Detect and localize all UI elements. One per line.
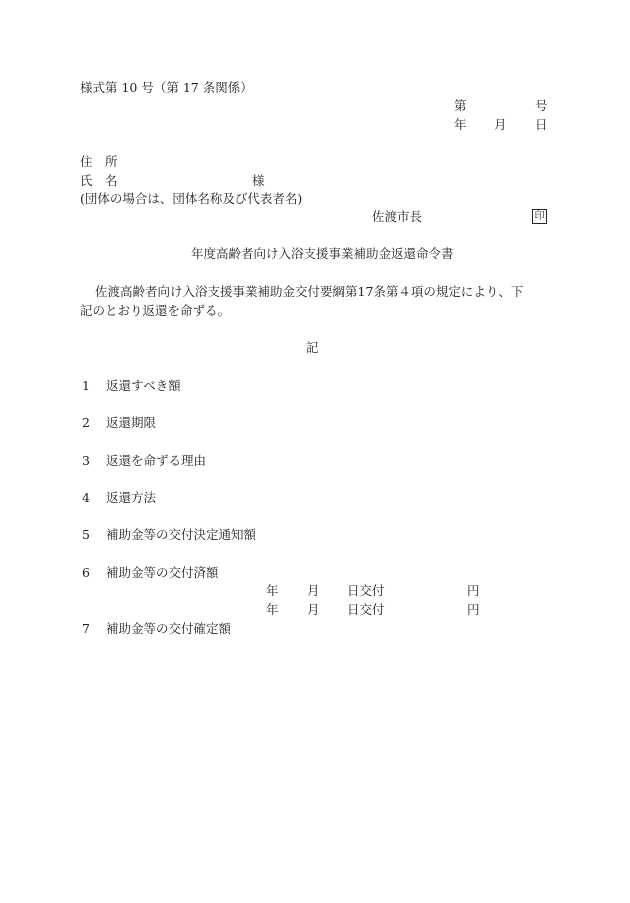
address-label: 住 所 — [80, 154, 118, 169]
item-number: 1 — [82, 378, 90, 393]
ki-heading: 記 — [306, 340, 319, 355]
item-number: 6 — [82, 565, 90, 580]
form-number: 様式第 10 号（第 17 条関係） — [80, 80, 253, 95]
payment-year: 年 — [266, 583, 279, 598]
doc-number-prefix: 第 — [454, 98, 467, 113]
payment-day: 日交付 — [347, 602, 385, 617]
body-line-1: 佐渡高齢者向け入浴支援事業補助金交付要綱第17条第４項の規定により、下 — [95, 284, 524, 299]
body-line-2: 記のとおり返還を命ずる。 — [80, 303, 231, 318]
item-label: 補助金等の交付済額 — [106, 565, 219, 580]
document-title: 年度高齢者向け入浴支援事業補助金返還命令書 — [191, 246, 454, 261]
payment-month: 月 — [307, 602, 320, 617]
item-label: 返還すべき額 — [106, 378, 181, 393]
item-number: 5 — [82, 527, 90, 542]
organization-note: (団体の場合は、団体名称及び代表者名) — [80, 191, 303, 206]
payment-day: 日交付 — [347, 583, 385, 598]
date-month: 月 — [494, 117, 507, 132]
item-number: 4 — [82, 490, 90, 505]
payment-year: 年 — [266, 602, 279, 617]
item-label: 返還期限 — [106, 415, 157, 430]
item-number: 3 — [82, 453, 90, 468]
item-label: 補助金等の交付決定通知額 — [106, 527, 257, 542]
name-label: 氏 名 — [80, 173, 118, 188]
item-label: 補助金等の交付確定額 — [106, 621, 232, 636]
honorific: 様 — [252, 173, 265, 188]
date-year: 年 — [454, 117, 467, 132]
item-number: 2 — [82, 415, 90, 430]
item-label: 返還方法 — [106, 490, 157, 505]
seal-mark: 印 — [532, 209, 547, 224]
payment-yen: 円 — [467, 583, 480, 598]
payment-month: 月 — [307, 583, 320, 598]
issuer-title: 佐渡市長 — [372, 209, 423, 224]
payment-yen: 円 — [467, 602, 480, 617]
doc-number-suffix: 号 — [535, 98, 548, 113]
date-day: 日 — [535, 117, 548, 132]
item-label: 返還を命ずる理由 — [106, 453, 207, 468]
item-number: 7 — [82, 621, 90, 636]
